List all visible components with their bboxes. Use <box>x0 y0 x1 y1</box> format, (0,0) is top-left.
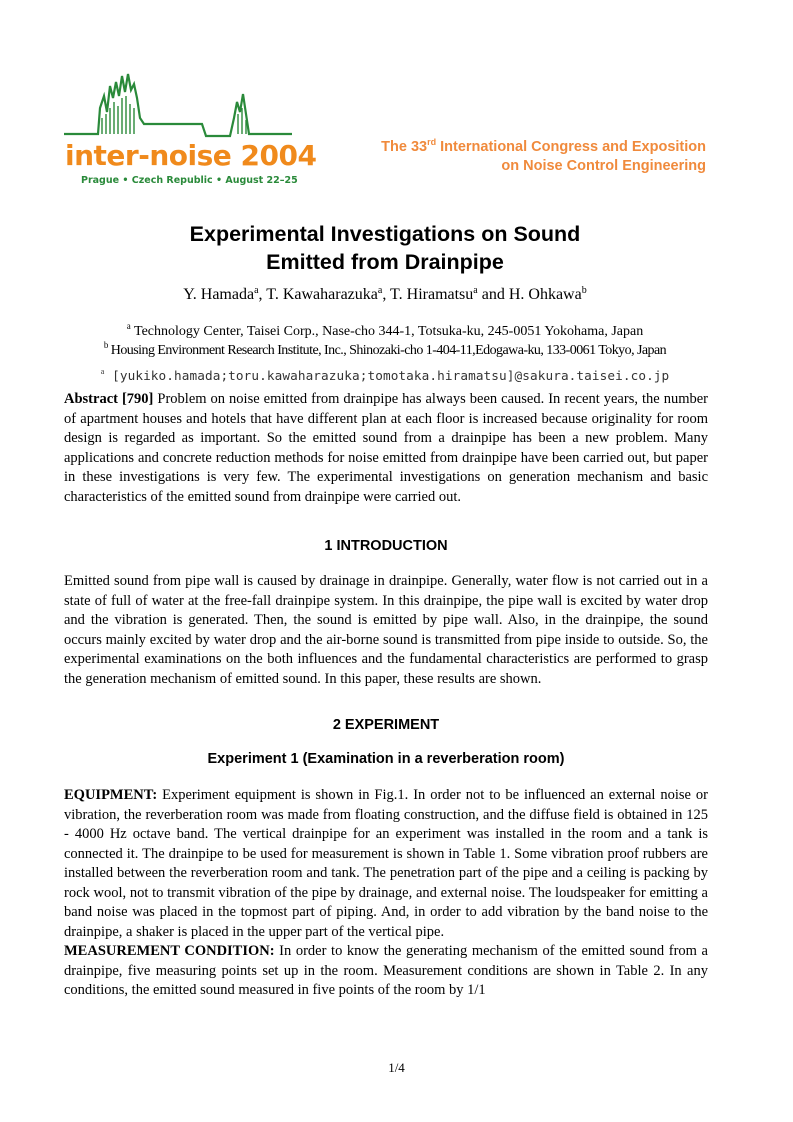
title-line-2: Emitted from Drainpipe <box>266 250 504 274</box>
congress-line-1 <box>381 138 706 157</box>
section-heading-experiment: 2 EXPERIMENT <box>332 717 440 733</box>
author-name: T. Kawaharazuka <box>266 286 378 303</box>
congress-name <box>381 138 706 176</box>
author-separator: , <box>258 286 267 303</box>
congress-ordinal-suffix: rd <box>427 137 437 147</box>
equipment-text: Experiment equipment is shown in Fig.1. In order not to be influenced an external noise or vibration, the reverberation room was made from floating construction, and the diffuse field is obtained in 125 - 4000 Hz octave band. The vertical drainpipe for an experiment was installed in the room and a tank is connected it. The drainpipe to be used for measurement is shown in Table 1. Some vibration proof rubbers are installed between the reverberation room and tank. The penetration part of the pipe and a ceiling is packing by rock wool, not to transmit vibration of the pipe by drainage, and external noise. The loudspeaker for emitting a band noise was placed in the topmost part of piping. And, in order to add vibration by the band noise to the drainpipe, a shaker is placed in the upper part of the vertical pipe. <box>64 787 708 940</box>
prague-skyline-icon <box>62 68 296 148</box>
email-affiliation-mark: a <box>100 367 105 376</box>
equipment-label: EQUIPMENT: <box>64 787 158 803</box>
author-affiliation-mark: a <box>377 285 383 296</box>
logo-wordmark: inter-noise 2004 <box>65 139 317 172</box>
affiliation-a <box>60 321 710 340</box>
conference-logo <box>62 68 317 192</box>
affiliation-b <box>60 340 710 359</box>
equipment-paragraph <box>64 786 708 942</box>
email-address[interactable]: [yukiko.hamada;toru.kawaharazuka;tomotaka.hiramatsu]@sakura.taisei.co.jp <box>112 368 670 383</box>
page-number: 1/4 <box>388 1060 405 1075</box>
subsection-heading-experiment-1: Experiment 1 (Examination in a reverberation room) <box>207 751 565 767</box>
author-name: T. Hiramatsu <box>390 286 474 303</box>
author-affiliation-mark: a <box>473 285 478 296</box>
title-line-1: Experimental Investigations on Sound <box>189 222 581 246</box>
paper-title <box>60 220 710 276</box>
congress-line-1-text: International Congress and Exposition <box>436 139 706 155</box>
abstract-text: Problem on noise emitted from drainpipe has always been caused. In recent years, the number of apartment houses and hotels that have different plan at each floor is increased because originality for room design is regarded as important. So the emitted sound from a drainpipe has been a new problem. Many applications and concrete reduction methods for noise emitted from drainpipe have been carried out, but paper in these investigations is very few. The experimental investigations on generation mechanism and basic characteristics of the emitted sound from drainpipe were carried out. <box>64 391 708 505</box>
affiliation-text: Technology Center, Taisei Corp., Nase-cho 344-1, Totsuka-ku, 245-0051 Yokohama, Japan <box>134 324 644 339</box>
congress-line-2: on Noise Control Engineering <box>501 158 706 174</box>
author-name: Y. Hamada <box>183 286 255 303</box>
section-heading-introduction: 1 INTRODUCTION <box>324 538 448 554</box>
affiliation-text: Housing Environment Research Institute, Inc., Shinozaki-cho 1-404-11,Edogawa-ku, 133-0061 Tokyo, Japan <box>110 343 667 358</box>
logo-subtitle: Prague • Czech Republic • August 22–25 <box>81 175 298 186</box>
measurement-condition-paragraph <box>64 942 708 1001</box>
measurement-condition-text: In order to know the generating mechanism of the emitted sound from a drainpipe, five measuring points set up in the room. Measurement conditions are shown in Table 2. In any conditions, the emitted sound measured in five points of the room by 1/1 <box>64 943 708 998</box>
author-email <box>60 368 710 383</box>
author-list <box>60 286 710 304</box>
abstract-label: Abstract [790] <box>64 391 154 407</box>
author-affiliation-mark: a <box>254 285 259 296</box>
author-affiliation-mark: b <box>581 285 587 296</box>
affiliation-mark: b <box>103 340 108 350</box>
introduction-paragraph: Emitted sound from pipe wall is caused by drainage in drainpipe. Generally, water flow is not carried out in a state of full of water at the free-fall drainpipe system. In this drainpipe, the pipe wall is excited by water drop and the vibration is generated. Then, the sound is emitted by pipe wall. Also, in the drainpipe, the sound occurs mainly excited by water drop and the air-borne sound is transmitted from pipe inside to outside. So, the experimental examinations on the both influences and the fundamental characteristics are performed to grasp the generation mechanism of emitted sound. In this paper, these results are shown. <box>64 573 708 687</box>
abstract-paragraph <box>64 390 708 507</box>
affiliation-mark: a <box>126 321 131 331</box>
measurement-condition-label: MEASUREMENT CONDITION: <box>64 943 275 959</box>
author-name: H. Ohkawa <box>508 286 582 303</box>
author-separator: , <box>382 286 391 303</box>
congress-ordinal: The 33 <box>381 139 428 155</box>
author-separator: and <box>477 286 509 303</box>
